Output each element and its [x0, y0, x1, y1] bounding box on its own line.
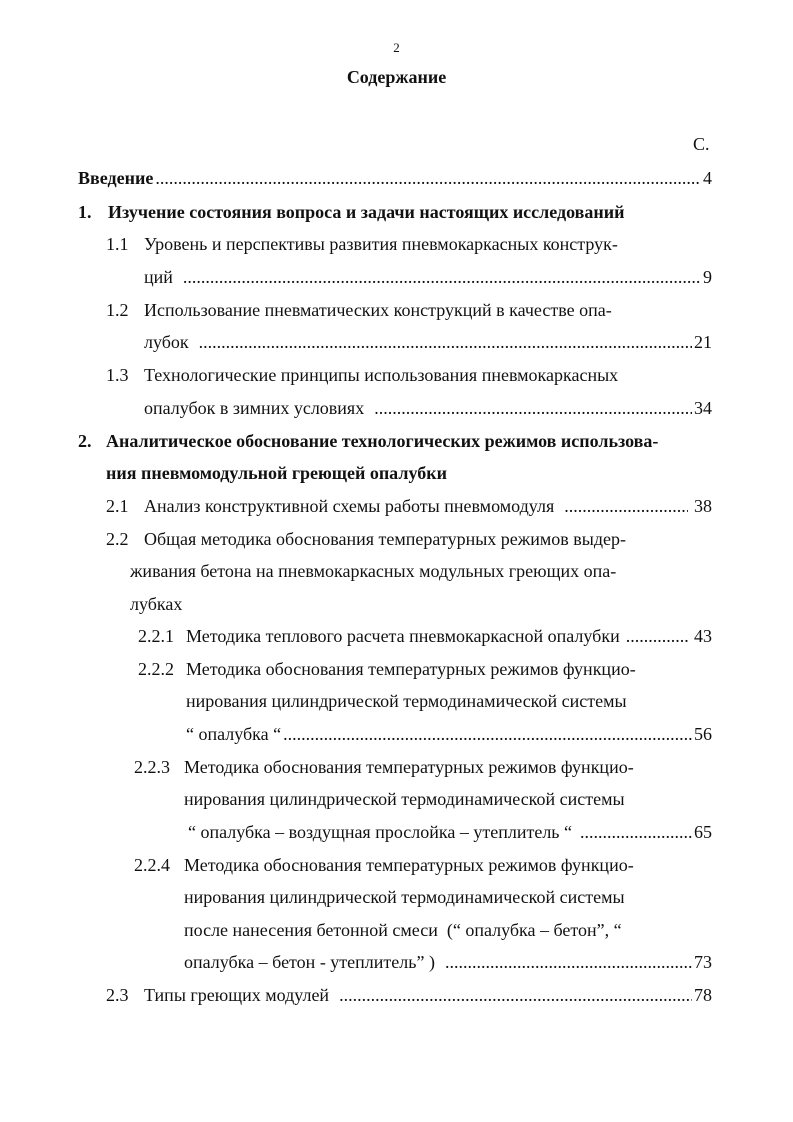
leader-dots — [199, 330, 692, 354]
toc-section-text: Методика обоснования температурных режимов функцио- — [184, 757, 634, 777]
toc-section-number: 1.1 — [106, 234, 129, 254]
toc-section-text: Методика обоснования температурных режимов функцио- — [184, 855, 634, 875]
toc-subsection-2-2-4-cont[interactable] — [184, 885, 728, 909]
toc-section-1-3-cont[interactable] — [144, 396, 712, 420]
toc-section-number: 2.2.2 — [138, 659, 174, 679]
toc-section-text: опалубка – бетон - утеплитель” ) — [184, 952, 435, 972]
toc-subsection-2-2-3[interactable] — [134, 755, 728, 779]
toc-page-number: 56 — [694, 724, 712, 744]
toc-page-number: 21 — [694, 332, 712, 352]
toc-chapter-text: Аналитическое обоснование технологических режимов использова- — [106, 431, 659, 451]
toc-section-text: Методика теплового расчета пневмокаркасной опалубки — [186, 626, 620, 646]
toc-section-2-1[interactable] — [106, 494, 712, 518]
toc-section-text: Методика обоснования температурных режимов функцио- — [186, 659, 636, 679]
toc-section-text: после нанесения бетонной смеси (“ опалубка – бетон”, “ — [184, 920, 622, 940]
toc-section-text: Общая методика обоснования температурных режимов выдер- — [144, 529, 626, 549]
toc-page-number: 9 — [703, 267, 712, 287]
toc-section-1-1[interactable] — [106, 232, 726, 256]
leader-dots — [283, 722, 692, 746]
toc-section-1-2-cont[interactable] — [144, 330, 712, 354]
leader-dots — [155, 166, 701, 190]
toc-chapter-number: 1. — [78, 202, 92, 222]
toc-section-2-3[interactable] — [106, 983, 712, 1007]
toc-entry-intro[interactable] — [78, 166, 712, 190]
toc-chapter-text: Изучение состояния вопроса и задачи настоящих исследований — [108, 202, 625, 222]
toc-section-number: 1.2 — [106, 300, 129, 320]
toc-section-text: нирования цилиндрической термодинамической системы — [184, 789, 625, 809]
toc-subsection-2-2-4-cont3[interactable] — [184, 950, 712, 974]
leader-dots — [445, 950, 692, 974]
toc-section-number: 2.3 — [106, 985, 129, 1005]
toc-section-text: лубках — [130, 594, 183, 614]
toc-section-text: лубок — [144, 332, 189, 352]
leader-dots — [183, 265, 701, 289]
toc-chapter-number: 2. — [78, 431, 92, 451]
toc-entry-text: Введение — [78, 168, 154, 188]
toc-section-2-2-cont2[interactable] — [130, 592, 726, 616]
toc-section-1-3[interactable] — [106, 363, 726, 387]
toc-page-number: 78 — [694, 985, 712, 1005]
toc-section-number: 2.1 — [106, 496, 129, 516]
toc-chapter-text: ния пневмомодульной греющей опалубки — [106, 463, 447, 483]
page-column-label: С. — [693, 134, 710, 154]
toc-section-text: Уровень и перспективы развития пневмокаркасных конструк- — [144, 234, 618, 254]
toc-section-text: Технологические принципы использования пневмокаркасных — [144, 365, 619, 385]
page-title: Содержание — [346, 67, 447, 87]
toc-page-number: 73 — [694, 952, 712, 972]
toc-section-text: “ опалубка – воздущная прослойка – утеплитель “ — [188, 822, 573, 842]
toc-section-text: “ опалубка “ — [186, 724, 282, 744]
toc-section-number: 2.2 — [106, 529, 129, 549]
toc-section-text: нирования цилиндрической термодинамической системы — [184, 887, 625, 907]
toc-section-text: нирования цилиндрической термодинамической системы — [186, 691, 627, 711]
toc-section-1-1-cont[interactable] — [144, 265, 712, 289]
leader-dots — [564, 494, 688, 518]
leader-dots — [580, 820, 692, 844]
toc-section-text: Типы греющих модулей — [144, 985, 330, 1005]
toc-chapter-1[interactable] — [78, 200, 718, 224]
toc-page-number: 34 — [694, 398, 712, 418]
toc-subsection-2-2-3-cont[interactable] — [184, 787, 728, 811]
leader-dots — [339, 983, 692, 1007]
toc-section-number: 1.3 — [106, 365, 129, 385]
toc-section-number: 2.2.1 — [138, 626, 174, 646]
toc-section-number: 2.2.4 — [134, 855, 170, 875]
toc-page-number: 43 — [694, 626, 712, 646]
toc-subsection-2-2-4-cont2[interactable] — [184, 918, 728, 942]
toc-section-text: живания бетона на пневмокаркасных модульных греющих опа- — [130, 561, 617, 581]
toc-subsection-2-2-2[interactable] — [138, 657, 728, 681]
toc-subsection-2-2-3-cont2[interactable] — [188, 820, 712, 844]
toc-chapter-2[interactable] — [78, 429, 718, 453]
toc-section-text: ций — [144, 267, 173, 287]
toc-section-2-2[interactable] — [106, 527, 726, 551]
toc-page-number: 38 — [694, 496, 712, 516]
leader-dots — [626, 624, 688, 648]
toc-section-number: 2.2.3 — [134, 757, 170, 777]
toc-page-number: 4 — [703, 168, 712, 188]
toc-section-text: Анализ конструктивной схемы работы пневмомодуля — [144, 496, 555, 516]
toc-section-text: опалубок в зимних условиях — [144, 398, 365, 418]
toc-subsection-2-2-1[interactable] — [138, 624, 712, 648]
toc-subsection-2-2-4[interactable] — [134, 853, 728, 877]
toc-subsection-2-2-2-cont[interactable] — [186, 689, 726, 713]
toc-subsection-2-2-2-cont2[interactable] — [186, 722, 712, 746]
leader-dots — [374, 396, 692, 420]
toc-section-1-2[interactable] — [106, 298, 726, 322]
toc-page-number: 65 — [694, 822, 712, 842]
toc-section-text: Использование пневматических конструкций в качестве опа- — [144, 300, 612, 320]
toc-chapter-2-cont[interactable] — [106, 461, 718, 485]
page-number: 2 — [393, 40, 400, 55]
toc-section-2-2-cont[interactable] — [130, 559, 726, 583]
